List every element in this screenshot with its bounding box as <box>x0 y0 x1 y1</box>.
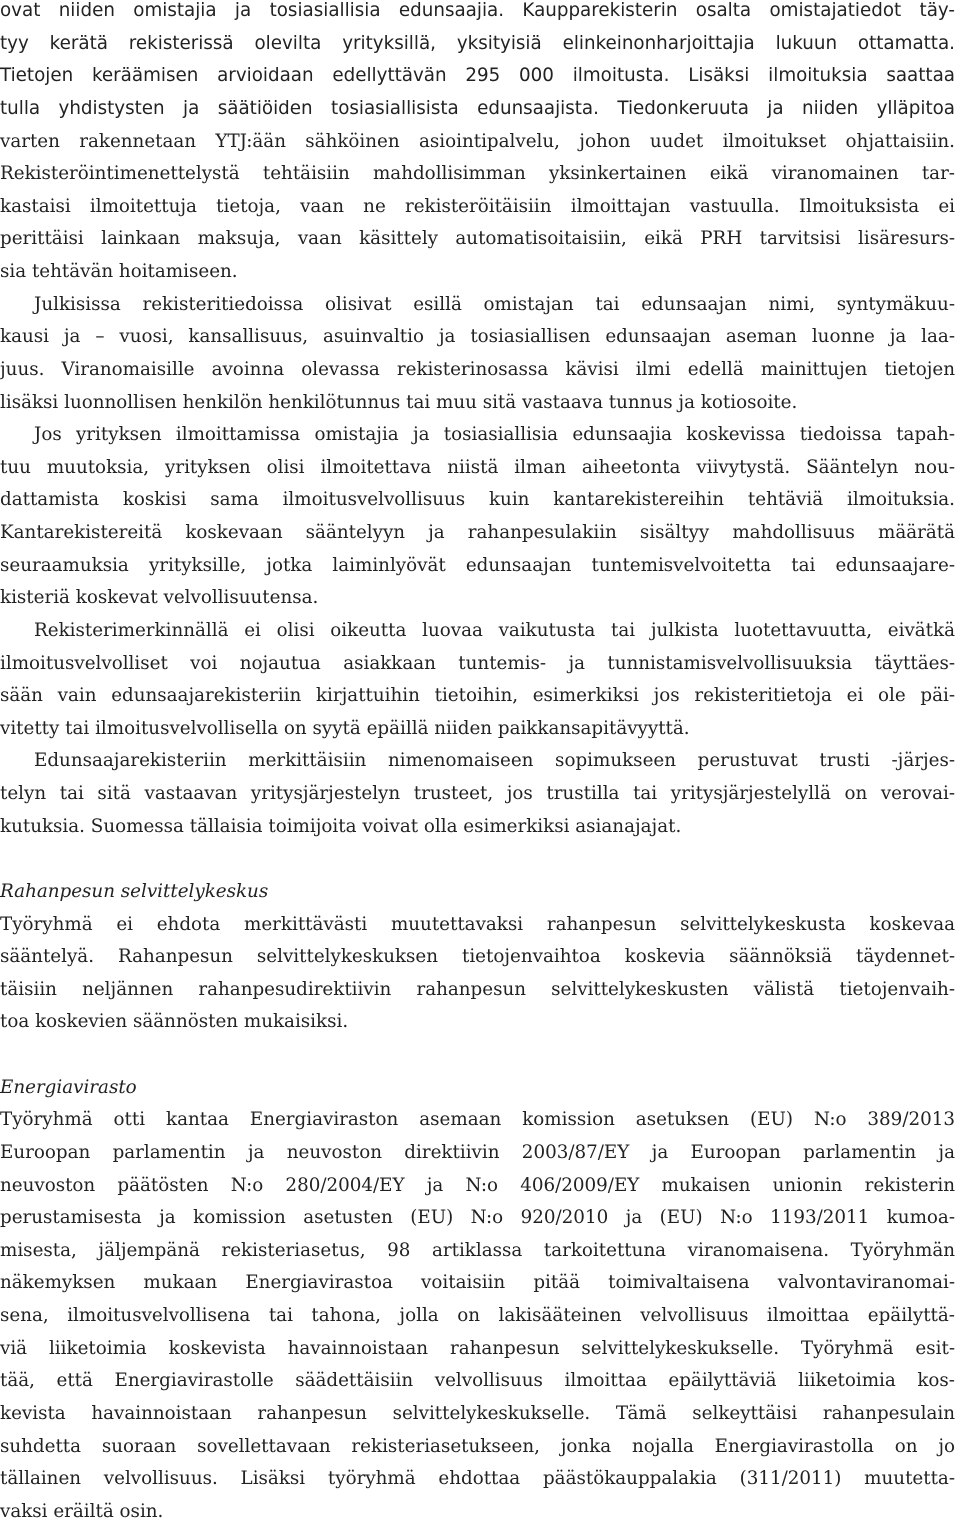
text-line: seuraamuksia yrityksille, jotka laiminlyövät edunsaajan tuntemisvelvoitetta tai edunsaajare- <box>0 554 955 576</box>
text-line: dattamista koskisi sama ilmoitusvelvollisuus kuin kantarekistereihin tehtäviä ilmoituksia. <box>0 489 955 511</box>
paragraph-spacer <box>0 843 955 876</box>
text-line: Tietojen keräämisen arvioidaan edellyttävän 295 000 ilmoitusta. Lisäksi ilmoituksia saattaa <box>0 65 955 87</box>
text-line: näkemyksen mukaan Energiavirastoa voitaisiin pitää toimivaltaisena valvontaviranomai- <box>0 1272 955 1294</box>
text-line: sena, ilmoitusvelvollisena tai tahona, jolla on lakisääteinen velvollisuus ilmoittaa epäilyttä- <box>0 1305 955 1326</box>
text-line: Edunsaajarekisteriin merkittäisiin nimenomaiseen sopimukseen perustuvat trusti -järjes- <box>34 750 955 772</box>
text-line: Euroopan parlamentin ja neuvoston direktiivin 2003/87/EY ja Euroopan parlamentin ja <box>0 1141 955 1163</box>
text-line: Kantarekistereitä koskevaan sääntelyyn ja rahanpesulakiin sisältyy mahdollisuus määrätä <box>0 522 955 543</box>
text-line: ovat niiden omistajia ja tosiasiallisia edunsaajia. Kaupparekisterin osalta omistajatiedot täy- <box>0 0 955 21</box>
text-line: sääntelyä. Rahanpesun selvittelykeskuksen tietojenvaihtoa koskevia säännöksiä täydennet- <box>0 946 955 968</box>
text-line: vitetty tai ilmoitusvelvollisella on syytä epäillä niiden paikkansapitävyyttä. <box>0 717 690 739</box>
text-line: Rekisterimerkinnällä ei olisi oikeutta luovaa vaikutusta tai julkista luotettavuutta, eivätkä <box>34 619 955 641</box>
text-line: Jos yrityksen ilmoittamissa omistajia ja tosiasiallisia edunsaajia koskevissa tiedoissa tapah- <box>34 424 955 446</box>
text-line: Rekisteröintimenettelystä tehtäisiin mahdollisimman yksinkertainen eikä viranomainen tar- <box>0 163 955 185</box>
text-line: kausi ja – vuosi, kansallisuus, asuinvaltio ja tosiasiallisen edunsaajan aseman luonne ja laa- <box>0 326 955 348</box>
text-line: kastaisi ilmoitettuja tietoja, vaan ne rekisteröitäisiin ilmoittajan vastuulla. Ilmoituksista ei <box>0 195 955 217</box>
text-line: juus. Viranomaisille avoinna olevassa rekisterinosassa kävisi ilmi edellä mainittujen tietojen <box>0 358 955 380</box>
text-line: neuvoston päätösten N:o 280/2004/EY ja N:o 406/2009/EY mukaisen unionin rekisterin <box>0 1174 955 1196</box>
text-line: perittäisi lainkaan maksuja, vaan käsittely automatisoitaisiin, eikä PRH tarvitsisi lisäresurs- <box>0 228 955 250</box>
text-line: vaksi eräiltä osin. <box>0 1500 164 1522</box>
text-line: tällainen velvollisuus. Lisäksi työryhmä ehdottaa päästökauppalakia (311/2011) muutetta- <box>0 1468 955 1490</box>
text-line: tuu muutoksia, yrityksen olisi ilmoitettava niistä ilman aiheetonta viivytystä. Sääntelyn nou- <box>0 456 955 478</box>
text-line: tulla yhdistysten ja säätiöiden tosiasiallisista edunsaajista. Tiedonkeruuta ja niiden ylläpitoa <box>0 97 955 119</box>
text-line: varten rakennetaan YTJ:ään sähköinen asiointipalvelu, johon uudet ilmoitukset ohjattaisiin. <box>0 130 955 152</box>
text-line: kevista havainnoistaan rahanpesun selvittelykeskukselle. Tämä selkeyttäisi rahanpesulain <box>0 1402 955 1424</box>
text-line: suhdetta suoraan sovellettavaan rekisteriasetukseen, jonka nojalla Energiavirastolla on jo <box>0 1435 955 1457</box>
text-line: perustamisesta ja komission asetusten (EU) N:o 920/2010 ja (EU) N:o 1193/2011 kumoa- <box>0 1207 955 1229</box>
text-line: kutuksia. Suomessa tällaisia toimijoita voivat olla esimerkiksi asianajajat. <box>0 815 682 837</box>
text-line: tää, että Energiavirastolle säädettäisiin velvollisuus ilmoittaa epäilyttäviä liiketoimia kos- <box>0 1370 955 1392</box>
section-heading: Rahanpesun selvittelykeskus <box>0 880 269 902</box>
text-line: Työryhmä ei ehdota merkittävästi muutettavaksi rahanpesun selvittelykeskusta koskevaa <box>0 913 955 935</box>
paragraph-spacer <box>0 1039 955 1072</box>
text-line: misesta, jäljempänä rekisteriasetus, 98 artiklassa tarkoitettuna viranomaisena. Työryhmän <box>0 1239 955 1261</box>
text-line: toa koskevien säännösten mukaisiksi. <box>0 1011 349 1033</box>
text-line: täisiin neljännen rahanpesudirektiivin rahanpesun selvittelykeskusten välistä tietojenvaih- <box>0 978 955 1000</box>
text-line: telyn tai sitä vastaavan yritysjärjestelyn trusteet, jos trustilla tai yritysjärjestelyllä on verovai- <box>0 783 955 804</box>
text-line: lisäksi luonnollisen henkilön henkilötunnus tai muu sitä vastaava tunnus ja kotiosoite. <box>0 391 798 413</box>
text-line: tyy kerätä rekisterissä olevilta yrityksillä, yksityisiä elinkeinonharjoittajia lukuun ottamatta. <box>0 32 955 54</box>
section-heading: Energiavirasto <box>0 1076 137 1098</box>
text-line: Julkisissa rekisteritiedoissa olisivat esillä omistajan tai edunsaajan nimi, syntymäkuu- <box>34 293 955 315</box>
text-line: kisteriä koskevat velvollisuutensa. <box>0 587 319 609</box>
text-line: ilmoitusvelvolliset voi nojautua asiakkaan tuntemis- ja tunnistamisvelvollisuuksia täyttäes- <box>0 652 955 674</box>
text-line: sään vain edunsaajarekisteriin kirjattuihin tietoihin, esimerkiksi jos rekisteritietoja ei ole päi- <box>0 685 955 707</box>
text-line: sia tehtävän hoitamiseen. <box>0 261 238 282</box>
text-line: Työryhmä otti kantaa Energiaviraston asemaan komission asetuksen (EU) N:o 389/2013 <box>0 1109 955 1131</box>
text-line: viä liiketoimia koskevista havainnoistaan rahanpesun selvittelykeskukselle. Työryhmä esit- <box>0 1337 955 1359</box>
